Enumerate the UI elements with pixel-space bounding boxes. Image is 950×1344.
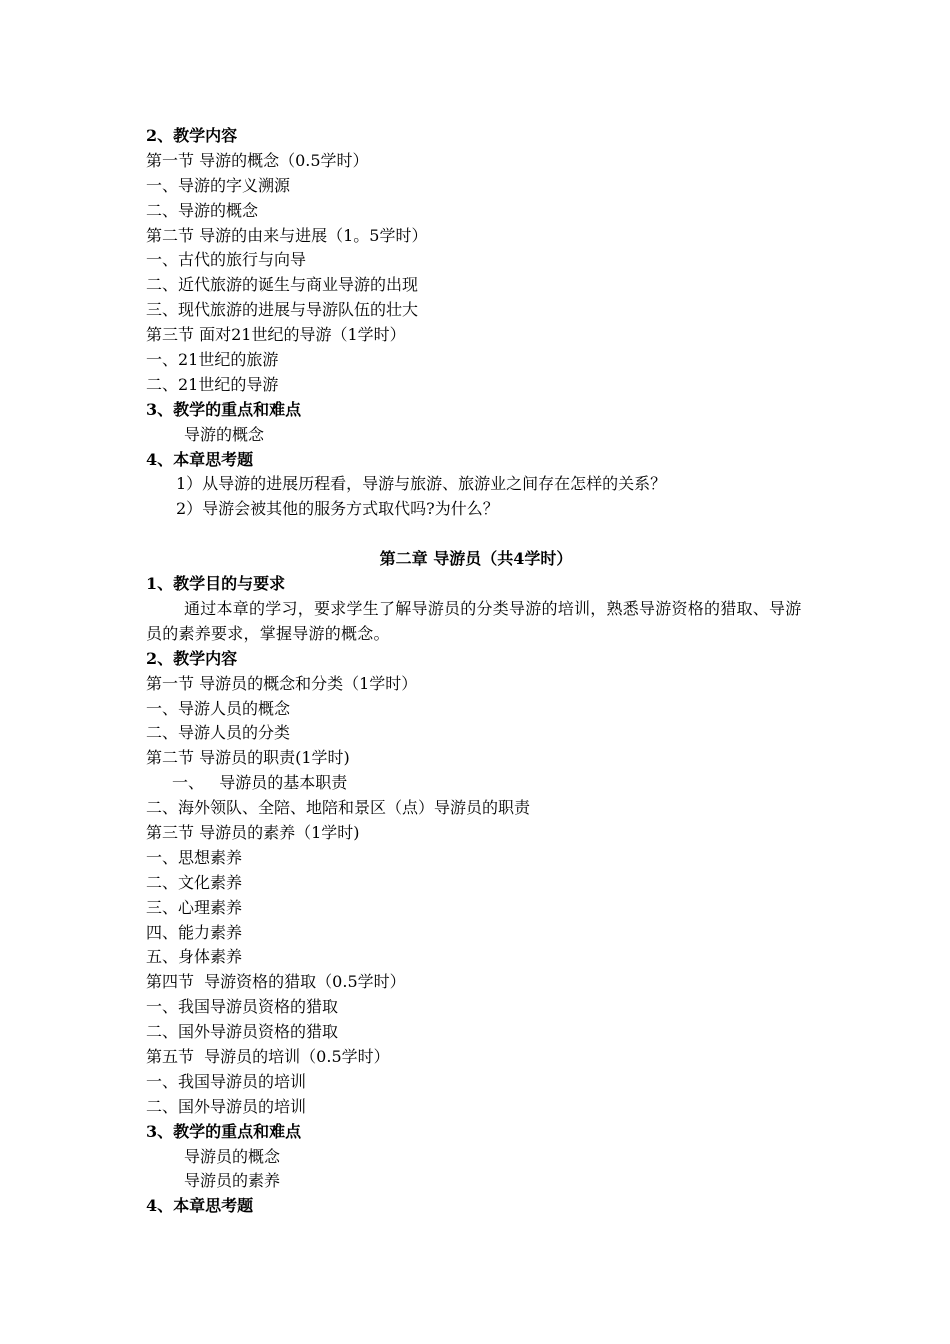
section-title: 第一节 导游的概念（0.5学时）	[146, 150, 369, 170]
keypoint-item: 导游员的概念	[184, 1146, 281, 1166]
list-item: 二、导游人员的分类	[146, 723, 291, 743]
list-item: 二、近代旅游的诞生与商业导游的出现	[146, 275, 419, 295]
keypoint-item: 导游的概念	[184, 424, 265, 444]
spacer	[146, 522, 806, 547]
list-item: 四、能力素养	[146, 922, 243, 942]
section-title: 第五节 导游员的培训（0.5学时）	[146, 1046, 390, 1066]
section-title: 第四节 导游资格的猎取（0.5学时）	[146, 972, 406, 992]
list-item: 一、导游人员的概念	[146, 698, 291, 718]
section-title: 第二节 导游的由来与进展（1。5学时）	[146, 225, 428, 245]
list-item: 二、国外导游员的培训	[146, 1096, 307, 1116]
list-item: 一、21世纪的旅游	[146, 350, 279, 370]
section-title: 第二节 导游员的职责(1学时)	[146, 748, 350, 768]
list-item: 一、思想素养	[146, 847, 243, 867]
list-item: 一、 导游员的基本职责	[172, 773, 348, 793]
list-item: 一、我国导游员资格的猎取	[146, 997, 339, 1017]
keypoint-item: 导游员的素养	[184, 1171, 281, 1191]
list-item: 二、海外领队、全陪、地陪和景区（点）导游员的职责	[146, 798, 531, 818]
question-item: 1）从导游的进展历程看，导游与旅游、旅游业之间存在怎样的关系？	[176, 474, 667, 494]
list-item: 一、导游的字义溯源	[146, 175, 291, 195]
list-item: 三、现代旅游的进展与导游队伍的壮大	[146, 300, 419, 320]
section-title: 第三节 面对21世纪的导游（1学时）	[146, 325, 406, 345]
questions-heading: 4、本章思考题	[146, 449, 254, 469]
content-heading: 2、教学内容	[146, 126, 238, 145]
goals-paragraph: 通过本章的学习，要求学生了解导游员的分类导游的培训，熟悉导游资格的猎取、导游员的素养要求，掌握导游的概念。	[146, 598, 802, 643]
list-item: 二、导游的概念	[146, 200, 259, 220]
question-item: 2）导游会被其他的服务方式取代吗?为什么？	[176, 499, 499, 519]
questions-heading: 4、本章思考题	[146, 1196, 254, 1216]
list-item: 二、21世纪的导游	[146, 374, 279, 394]
content-heading: 2、教学内容	[146, 648, 238, 668]
list-item: 一、我国导游员的培训	[146, 1071, 307, 1091]
list-item: 三、心理素养	[146, 897, 243, 917]
section-title: 第三节 导游员的素养（1学时)	[146, 822, 360, 842]
list-item: 五、身体素养	[146, 947, 243, 967]
list-item: 二、国外导游员资格的猎取	[146, 1022, 339, 1042]
keypoints-heading: 3、教学的重点和难点	[146, 1121, 302, 1141]
chapter-title: 第二章 导游员（共4学时）	[379, 549, 573, 569]
list-item: 二、文化素养	[146, 872, 243, 892]
keypoints-heading: 3、教学的重点和难点	[146, 399, 302, 419]
goals-heading: 1、教学目的与要求	[146, 574, 286, 594]
section-title: 第一节 导游员的概念和分类（1学时）	[146, 673, 418, 693]
list-item: 一、古代的旅行与向导	[146, 250, 307, 270]
document-body	[146, 124, 806, 1219]
